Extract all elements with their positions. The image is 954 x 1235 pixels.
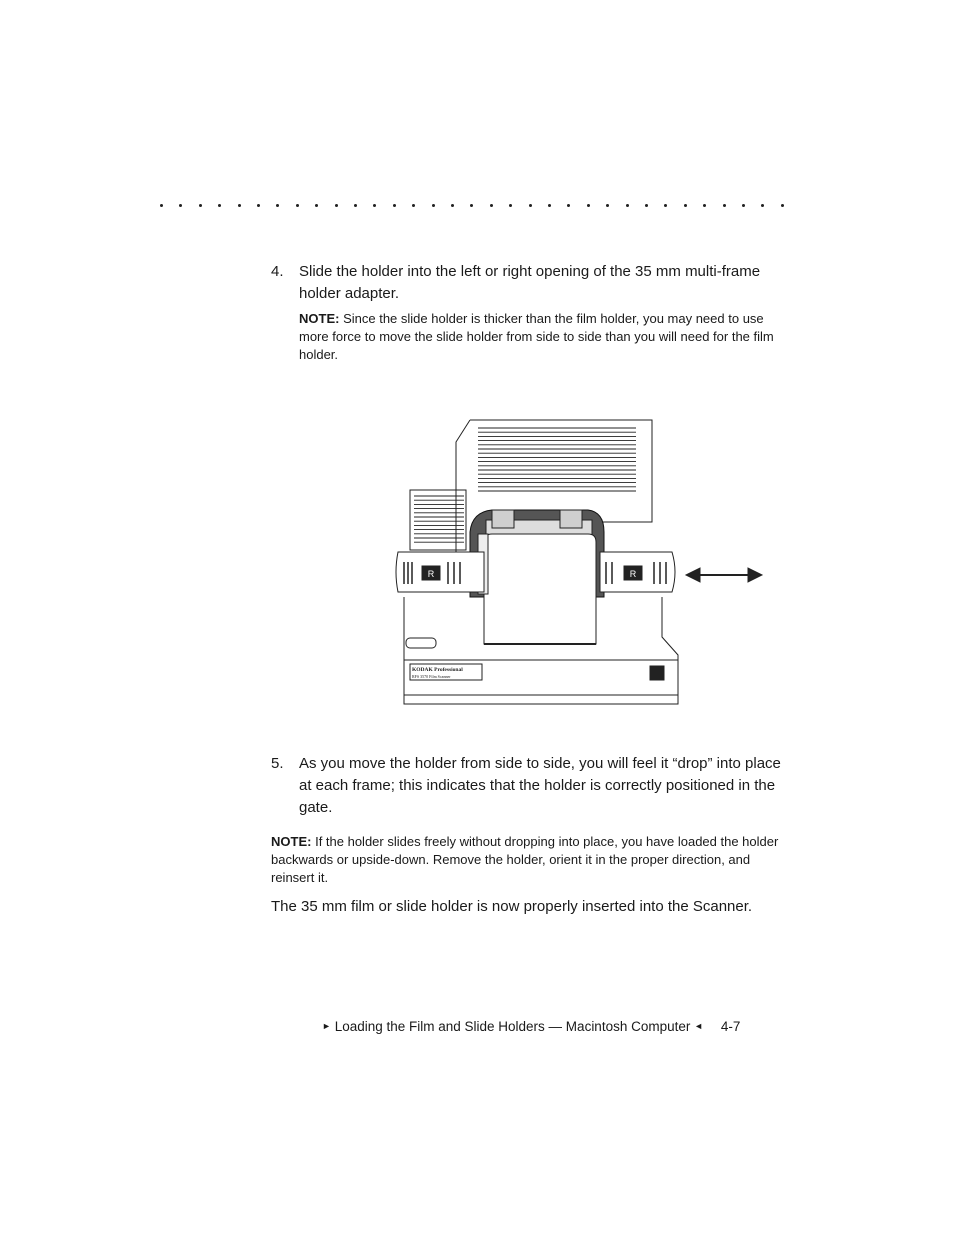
rule-dot	[218, 204, 221, 207]
rule-dot	[742, 204, 745, 207]
note-text: If the holder slides freely without dropping into place, you have loaded the holder backwards or upside-down. Remove the holder, orient it in the proper direction, and reinsert it.	[271, 834, 779, 885]
rule-dot	[199, 204, 202, 207]
footer-title: Loading the Film and Slide Holders — Macintosh Computer	[334, 1019, 691, 1034]
rule-dot	[393, 204, 396, 207]
dotted-rule	[160, 204, 800, 224]
step-text: As you move the holder from side to side, you will feel it “drop” into place at each frame; this indicates that the holder is correctly positioned in the gate.	[299, 755, 781, 816]
brand-label: KODAK Professional	[412, 667, 463, 673]
model-label: RFS 3570 Film Scanner	[412, 674, 451, 679]
rule-dot	[703, 204, 706, 207]
page-number: 4-7	[720, 1019, 741, 1034]
step-number: 4.	[271, 263, 284, 280]
rule-dot	[335, 204, 338, 207]
rule-dot	[315, 204, 318, 207]
rule-dot	[761, 204, 764, 207]
closing-paragraph: The 35 mm film or slide holder is now properly inserted into the Scanner.	[271, 898, 753, 915]
rule-dot	[432, 204, 435, 207]
holder-label-right: R	[629, 569, 637, 579]
note-general	[271, 833, 791, 887]
rule-dot	[509, 204, 512, 207]
rule-dot	[160, 204, 163, 207]
rule-dot	[412, 204, 415, 207]
rule-dot	[626, 204, 629, 207]
rule-dot	[490, 204, 493, 207]
rule-dot	[587, 204, 590, 207]
rule-dot	[470, 204, 473, 207]
rule-dot	[567, 204, 570, 207]
rule-dot	[645, 204, 648, 207]
step-text: Slide the holder into the left or right opening of the 35 mm multi-frame holder adapter.	[299, 263, 761, 302]
running-footer	[322, 1016, 740, 1037]
rule-dot	[179, 204, 182, 207]
triangle-left-icon: ◄	[694, 1021, 704, 1031]
rule-dot	[606, 204, 609, 207]
step-number: 5.	[271, 755, 284, 772]
rule-dot	[238, 204, 241, 207]
rule-dot	[548, 204, 551, 207]
double-arrow-icon	[686, 568, 762, 582]
rule-dot	[296, 204, 299, 207]
rule-dot	[354, 204, 357, 207]
rule-dot	[664, 204, 667, 207]
scanner-illustration	[392, 412, 772, 714]
rule-dot	[276, 204, 279, 207]
triangle-right-icon: ►	[322, 1021, 331, 1031]
note-label: NOTE:	[299, 311, 340, 326]
rule-dot	[451, 204, 454, 207]
rule-dot	[257, 204, 260, 207]
rule-dot	[781, 204, 784, 207]
note-text: Since the slide holder is thicker than the film holder, you may need to use more force to move the slide holder from side to side than you will need for the film holder.	[299, 311, 774, 362]
rule-dot	[529, 204, 532, 207]
rule-dot	[373, 204, 376, 207]
note-label: NOTE:	[271, 834, 312, 849]
note-step-4	[299, 310, 795, 364]
rule-dot	[723, 204, 726, 207]
rule-dot	[684, 204, 687, 207]
holder-label-left: R	[427, 569, 435, 579]
